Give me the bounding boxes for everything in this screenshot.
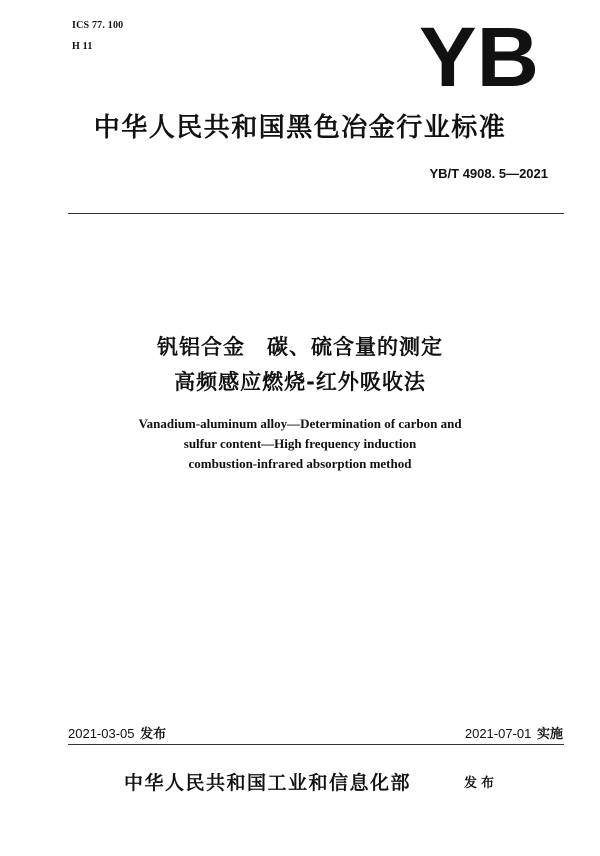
publish-label: 发布 — [464, 776, 499, 791]
yb-logo-text: YB — [419, 22, 539, 90]
english-title-line-3: combustion-infrared absorption method — [188, 456, 412, 471]
issuer-title: 中华人民共和国黑色冶金行业标准 — [93, 113, 507, 143]
publisher-name: 中华人民共和国工业和信息化部 — [124, 772, 412, 794]
chinese-title-line-1: 钒铝合金 碳、硫含量的测定 — [157, 335, 443, 359]
yb-logo — [418, 22, 540, 90]
english-title-line-2: sulfur content—High frequency induction — [183, 436, 417, 451]
bottom-divider — [68, 744, 564, 745]
standard-number: YB/T 4908. 5—2021 — [429, 166, 548, 181]
implement-label: 实施 — [536, 727, 563, 742]
english-title-line-1: Vanadium-aluminum alloy—Determination of carbon and — [138, 416, 462, 431]
implement-date-row — [465, 726, 563, 743]
implement-date: 2021-07-01 — [464, 726, 532, 741]
ccs-code: H 11 — [72, 41, 93, 52]
issue-label: 发布 — [140, 727, 167, 742]
chinese-title-line-2: 高频感应燃烧-红外吸收法 — [174, 370, 426, 394]
top-divider — [68, 213, 564, 214]
ics-code: ICS 77. 100 — [72, 20, 124, 31]
issue-date: 2021-03-05 — [68, 726, 135, 741]
issue-date-row — [68, 726, 166, 743]
